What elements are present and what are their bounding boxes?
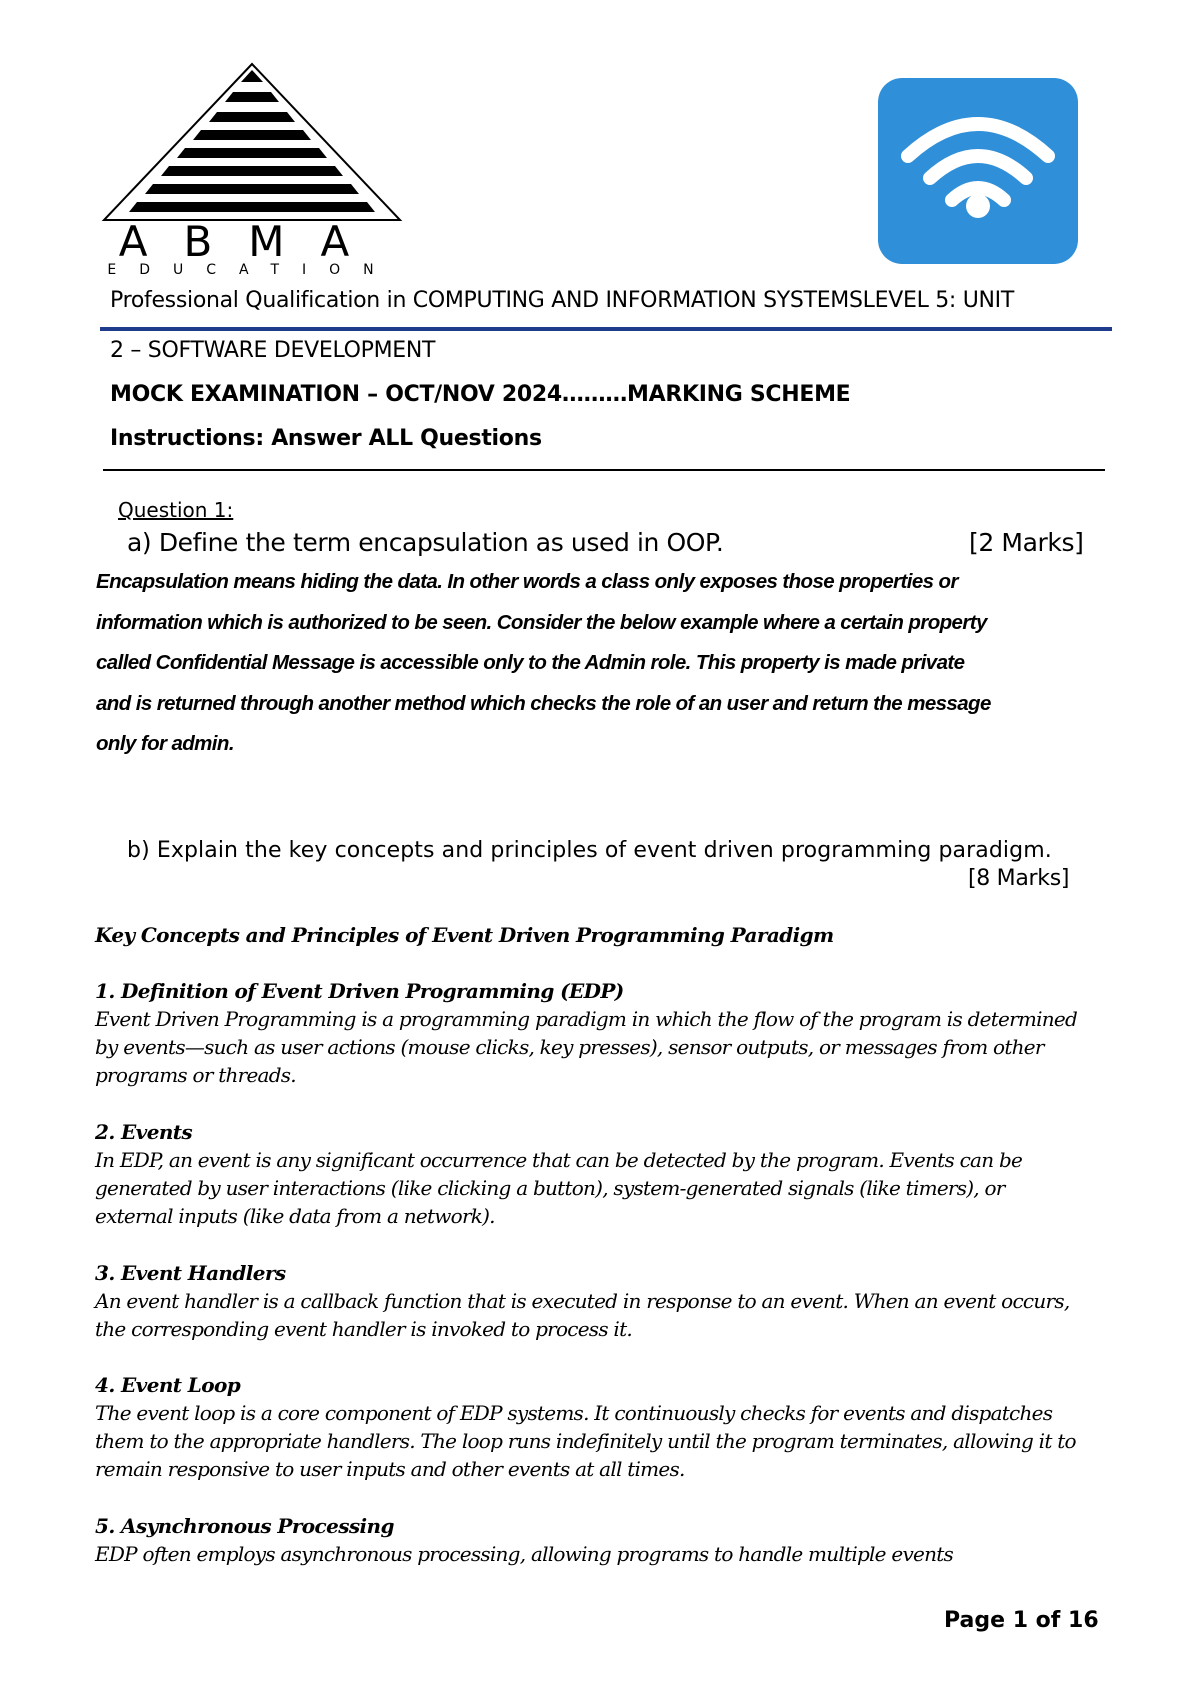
question-1a-marks: [2 Marks] bbox=[969, 528, 1084, 557]
wifi-icon bbox=[878, 78, 1078, 264]
question-1a-text: Define the term encapsulation as used in OOP. bbox=[158, 528, 724, 557]
section-divider bbox=[103, 469, 1105, 471]
concept-line: them to the appropriate handlers. The loop runs indefinitely until the program terminates, allowing it to bbox=[95, 1429, 1076, 1453]
question-1-label: Question 1: bbox=[118, 498, 234, 522]
logo-subtext: EDUCATION bbox=[107, 262, 397, 278]
concept-heading: 4. Event Loop bbox=[95, 1373, 241, 1397]
header-divider bbox=[100, 327, 1112, 331]
unit-line: 2 – SOFTWARE DEVELOPMENT bbox=[110, 338, 436, 363]
key-concepts-title: Key Concepts and Principles of Event Driven Programming Paradigm bbox=[95, 923, 834, 947]
question-1b-marks: [8 Marks] bbox=[968, 866, 1070, 891]
page-number: Page 1 of 16 bbox=[944, 1608, 1099, 1633]
question-1b-prefix: b) bbox=[127, 838, 150, 863]
concept-line: The event loop is a core component of EDP systems. It continuously checks for events and dispatches bbox=[95, 1401, 1053, 1425]
instructions-line: Instructions: Answer ALL Questions bbox=[110, 426, 542, 451]
concept-section bbox=[95, 977, 1120, 1089]
concept-heading: 5. Asynchronous Processing bbox=[95, 1514, 394, 1538]
question-1a-prefix: a) bbox=[127, 528, 152, 557]
abma-education-logo bbox=[100, 60, 405, 278]
concept-section bbox=[95, 1118, 1120, 1230]
question-1a bbox=[127, 528, 723, 557]
concept-line: In EDP, an event is any significant occurrence that can be detected by the program. Events can be bbox=[95, 1148, 1023, 1172]
answer-line: Encapsulation means hiding the data. In other words a class only exposes those properties or bbox=[96, 570, 958, 593]
qualification-line: Professional Qualification in COMPUTING AND INFORMATION SYSTEMSLEVEL 5: UNIT bbox=[110, 288, 1015, 313]
answer-line: information which is authorized to be seen. Consider the below example where a certain property bbox=[96, 610, 987, 634]
answer-line: only for admin. bbox=[96, 732, 234, 755]
concept-line: EDP often employs asynchronous processing, allowing programs to handle multiple events bbox=[95, 1542, 954, 1566]
exam-title: MOCK EXAMINATION – OCT/NOV 2024………MARKING SCHEME bbox=[110, 382, 851, 407]
concept-line: the corresponding event handler is invoked to process it. bbox=[95, 1317, 632, 1341]
concept-section bbox=[95, 1512, 1120, 1568]
concept-line: An event handler is a callback function that is executed in response to an event. When an event occurs, bbox=[95, 1289, 1070, 1313]
concept-line: remain responsive to user inputs and other events at all times. bbox=[95, 1457, 685, 1481]
concept-section bbox=[95, 1371, 1120, 1483]
question-1b-text: Explain the key concepts and principles of event driven programming paradigm. bbox=[156, 838, 1052, 863]
concept-line: Event Driven Programming is a programming paradigm in which the flow of the program is determined bbox=[95, 1007, 1078, 1031]
concept-line: external inputs (like data from a network). bbox=[95, 1204, 495, 1228]
concept-section bbox=[95, 1259, 1120, 1343]
concept-heading: 3. Event Handlers bbox=[95, 1261, 286, 1285]
question-1a-answer bbox=[96, 562, 1126, 765]
concept-line: programs or threads. bbox=[95, 1063, 296, 1087]
concept-heading: 2. Events bbox=[95, 1120, 193, 1144]
answer-line: and is returned through another method which checks the role of an user and return the message bbox=[96, 691, 991, 715]
concept-heading: 1. Definition of Event Driven Programming (EDP) bbox=[95, 979, 624, 1003]
concept-line: by events—such as user actions (mouse clicks, key presses), sensor outputs, or messages from other bbox=[95, 1035, 1044, 1059]
question-1b bbox=[127, 838, 1052, 863]
logo-wordmark: ABMA bbox=[118, 217, 386, 266]
concept-line: generated by user interactions (like clicking a button), system-generated signals (like timers), or bbox=[95, 1176, 1005, 1200]
answer-line: called Confidential Message is accessible only to the Admin role. This property is made private bbox=[96, 651, 965, 674]
